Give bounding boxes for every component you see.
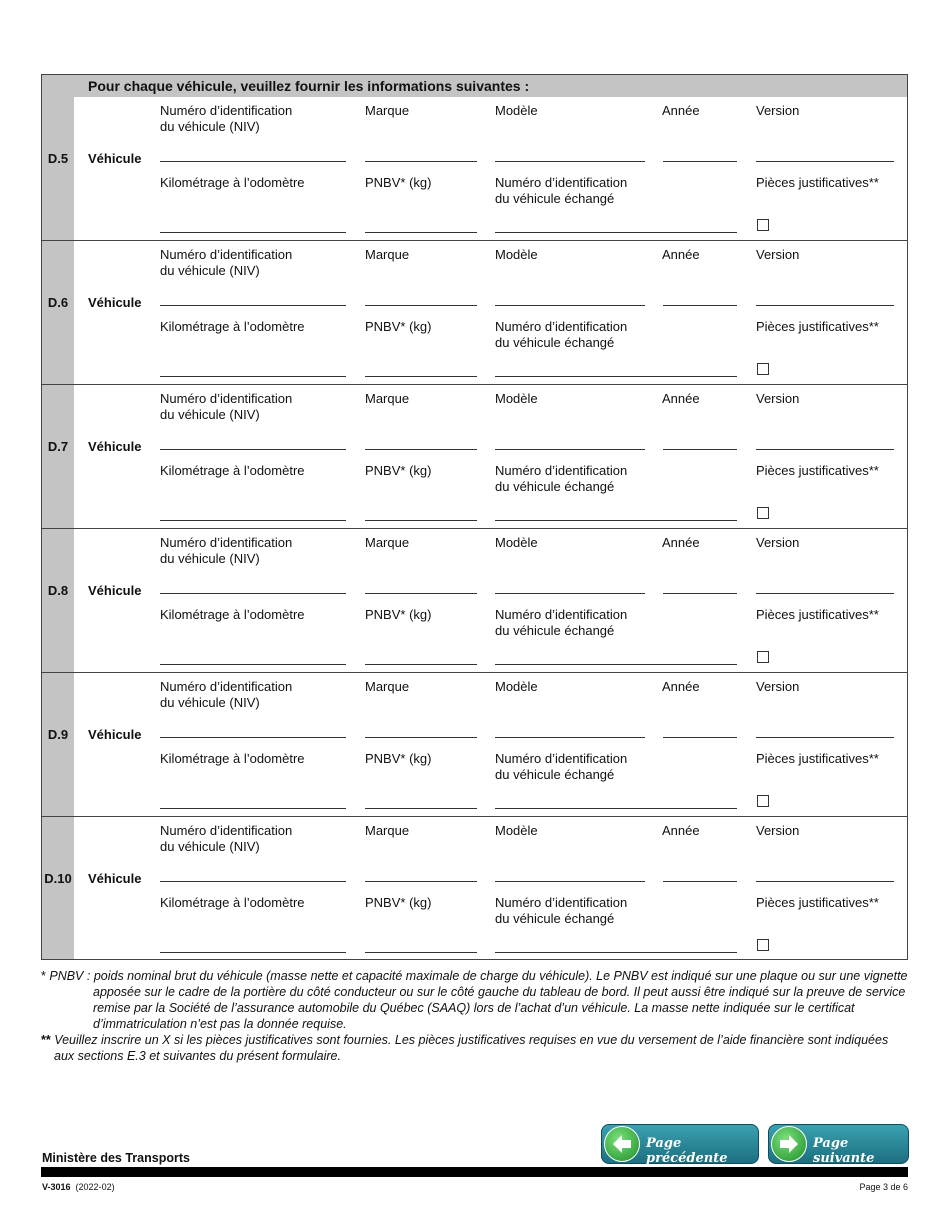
year-label: Année <box>662 103 700 118</box>
odometer-label: Kilométrage à l’odomètre <box>160 607 305 622</box>
supporting-docs-label: Pièces justificatives** <box>756 895 879 910</box>
model-label: Modèle <box>495 103 538 118</box>
vin-label: Numéro d’identification du véhicule (NIV) <box>160 247 293 278</box>
pnbv-input[interactable] <box>365 952 477 953</box>
ministry-name: Ministère des Transports <box>42 1151 190 1165</box>
exchanged-vin-input[interactable] <box>495 520 737 521</box>
model-input[interactable] <box>495 161 645 162</box>
footnote-pnbv <box>41 968 911 1032</box>
vehicle-row <box>42 528 907 673</box>
vin-input[interactable] <box>160 161 346 162</box>
version-input[interactable] <box>756 881 894 882</box>
year-input[interactable] <box>663 161 737 162</box>
exchanged-vin-label: Numéro d’identification du véhicule échangé <box>495 463 628 494</box>
model-label: Modèle <box>495 247 538 262</box>
form-header-title: Pour chaque véhicule, veuillez fournir les informations suivantes : <box>88 78 530 94</box>
footer-bar <box>41 1167 908 1177</box>
pnbv-input[interactable] <box>365 232 477 233</box>
row-type: Véhicule <box>88 871 142 886</box>
brand-label: Marque <box>365 679 410 694</box>
pnbv-input[interactable] <box>365 520 477 521</box>
version-label: Version <box>756 247 800 262</box>
row-code: D.5 <box>47 151 69 166</box>
pnbv-label: PNBV* (kg) <box>365 319 432 334</box>
odometer-input[interactable] <box>160 232 346 233</box>
next-page-button[interactable] <box>768 1124 909 1164</box>
brand-input[interactable] <box>365 881 477 882</box>
brand-label: Marque <box>365 247 410 262</box>
odometer-label: Kilométrage à l’odomètre <box>160 175 305 190</box>
exchanged-vin-input[interactable] <box>495 232 737 233</box>
brand-label: Marque <box>365 391 410 406</box>
model-label: Modèle <box>495 679 538 694</box>
year-input[interactable] <box>663 881 737 882</box>
vin-label: Numéro d’identification du véhicule (NIV) <box>160 823 293 854</box>
supporting-docs-label: Pièces justificatives** <box>756 463 879 478</box>
row-type: Véhicule <box>88 727 142 742</box>
row-code: D.9 <box>47 727 69 742</box>
row-type: Véhicule <box>88 439 142 454</box>
form-number: V-3016 <box>42 1182 71 1192</box>
odometer-label: Kilométrage à l’odomètre <box>160 463 305 478</box>
exchanged-vin-label: Numéro d’identification du véhicule échangé <box>495 175 628 206</box>
odometer-label: Kilométrage à l’odomètre <box>160 751 305 766</box>
exchanged-vin-input[interactable] <box>495 808 737 809</box>
vin-input[interactable] <box>160 593 346 594</box>
year-label: Année <box>662 679 700 694</box>
version-label: Version <box>756 103 800 118</box>
model-input[interactable] <box>495 737 645 738</box>
vehicle-row <box>42 97 907 241</box>
version-input[interactable] <box>756 449 894 450</box>
odometer-input[interactable] <box>160 520 346 521</box>
row-code: D.6 <box>47 295 69 310</box>
model-label: Modèle <box>495 391 538 406</box>
model-label: Modèle <box>495 823 538 838</box>
odometer-label: Kilométrage à l’odomètre <box>160 895 305 910</box>
model-input[interactable] <box>495 593 645 594</box>
vehicle-row <box>42 384 907 529</box>
supporting-docs-checkbox[interactable] <box>757 939 769 951</box>
next-page-label: Page suivante <box>813 1136 875 1166</box>
vin-label: Numéro d’identification du véhicule (NIV) <box>160 679 293 710</box>
supporting-docs-checkbox[interactable] <box>757 363 769 375</box>
vin-input[interactable] <box>160 449 346 450</box>
supporting-docs-checkbox[interactable] <box>757 651 769 663</box>
odometer-input[interactable] <box>160 808 346 809</box>
supporting-docs-checkbox[interactable] <box>757 219 769 231</box>
footnote-text: Veuillez inscrire un X si les pièces justificatives sont fournies. Les pièces justificatives requises en vue du versement de l’aide financière sont indiquées aux sections E.3 et suivantes du présent formulaire. <box>54 1033 889 1063</box>
row-type: Véhicule <box>88 295 142 310</box>
previous-page-label: Page précédente <box>646 1136 728 1166</box>
page-number: Page 3 de 6 <box>859 1182 908 1192</box>
pnbv-label: PNBV* (kg) <box>365 175 432 190</box>
odometer-input[interactable] <box>160 376 346 377</box>
year-label: Année <box>662 247 700 262</box>
form-header <box>74 75 907 97</box>
pnbv-label: PNBV* (kg) <box>365 463 432 478</box>
model-label: Modèle <box>495 535 538 550</box>
footnote-docs <box>41 1032 911 1064</box>
vin-input[interactable] <box>160 737 346 738</box>
vin-input[interactable] <box>160 305 346 306</box>
brand-label: Marque <box>365 535 410 550</box>
vehicle-form <box>41 74 908 960</box>
odometer-input[interactable] <box>160 952 346 953</box>
footnotes <box>41 968 911 1064</box>
year-label: Année <box>662 391 700 406</box>
brand-input[interactable] <box>365 161 477 162</box>
pnbv-label: PNBV* (kg) <box>365 751 432 766</box>
row-code: D.8 <box>47 583 69 598</box>
pnbv-input[interactable] <box>365 808 477 809</box>
footnote-text: PNBV : poids nominal brut du véhicule (masse nette et capacité maximale de charge du véhicule). Le PNBV est indiqué sur une plaque ou sur une vignette apposée sur le cadre de la portière du côté conducteur ou sur le côté gauche du tableau de bord. Il peut aussi être indiqué sur la preuve de service remise par la Société de l’assurance automobile du Québec (SAAQ) lors de l’achat d’un véhicule. La masse nette indiquée sur le certificat d’immatriculation n’est pas la donnée requise. <box>49 969 908 1031</box>
exchanged-vin-input[interactable] <box>495 664 737 665</box>
exchanged-vin-label: Numéro d’identification du véhicule échangé <box>495 607 628 638</box>
year-label: Année <box>662 535 700 550</box>
pnbv-input[interactable] <box>365 664 477 665</box>
vin-input[interactable] <box>160 881 346 882</box>
supporting-docs-label: Pièces justificatives** <box>756 319 879 334</box>
version-input[interactable] <box>756 593 894 594</box>
supporting-docs-label: Pièces justificatives** <box>756 751 879 766</box>
version-label: Version <box>756 535 800 550</box>
version-input[interactable] <box>756 161 894 162</box>
row-code: D.10 <box>44 871 72 886</box>
exchanged-vin-input[interactable] <box>495 376 737 377</box>
row-type: Véhicule <box>88 151 142 166</box>
version-label: Version <box>756 679 800 694</box>
footnote-mark: * <box>41 969 46 983</box>
year-input[interactable] <box>663 305 737 306</box>
brand-label: Marque <box>365 823 410 838</box>
vin-label: Numéro d’identification du véhicule (NIV) <box>160 391 293 422</box>
vin-label: Numéro d’identification du véhicule (NIV) <box>160 535 293 566</box>
vehicle-row <box>42 672 907 817</box>
year-input[interactable] <box>663 737 737 738</box>
year-label: Année <box>662 823 700 838</box>
brand-input[interactable] <box>365 449 477 450</box>
brand-label: Marque <box>365 103 410 118</box>
brand-input[interactable] <box>365 305 477 306</box>
exchanged-vin-label: Numéro d’identification du véhicule échangé <box>495 895 628 926</box>
supporting-docs-checkbox[interactable] <box>757 795 769 807</box>
arrow-right-icon <box>771 1126 807 1162</box>
vin-label: Numéro d’identification du véhicule (NIV) <box>160 103 293 134</box>
brand-input[interactable] <box>365 593 477 594</box>
pnbv-label: PNBV* (kg) <box>365 895 432 910</box>
odometer-label: Kilométrage à l’odomètre <box>160 319 305 334</box>
year-input[interactable] <box>663 449 737 450</box>
exchanged-vin-label: Numéro d’identification du véhicule échangé <box>495 751 628 782</box>
supporting-docs-checkbox[interactable] <box>757 507 769 519</box>
exchanged-vin-label: Numéro d’identification du véhicule échangé <box>495 319 628 350</box>
vehicle-row <box>42 240 907 385</box>
version-label: Version <box>756 391 800 406</box>
odometer-input[interactable] <box>160 664 346 665</box>
version-input[interactable] <box>756 305 894 306</box>
row-type: Véhicule <box>88 583 142 598</box>
pnbv-label: PNBV* (kg) <box>365 607 432 622</box>
model-input[interactable] <box>495 449 645 450</box>
vehicle-row <box>42 816 907 961</box>
model-input[interactable] <box>495 881 645 882</box>
brand-input[interactable] <box>365 737 477 738</box>
pnbv-input[interactable] <box>365 376 477 377</box>
previous-page-button[interactable] <box>601 1124 759 1164</box>
footnote-mark: ** <box>41 1033 51 1047</box>
arrow-left-icon <box>604 1126 640 1162</box>
year-input[interactable] <box>663 593 737 594</box>
row-code: D.7 <box>47 439 69 454</box>
version-input[interactable] <box>756 737 894 738</box>
model-input[interactable] <box>495 305 645 306</box>
supporting-docs-label: Pièces justificatives** <box>756 175 879 190</box>
supporting-docs-label: Pièces justificatives** <box>756 607 879 622</box>
version-label: Version <box>756 823 800 838</box>
form-code <box>42 1182 115 1192</box>
form-date: (2022-02) <box>75 1182 115 1192</box>
exchanged-vin-input[interactable] <box>495 952 737 953</box>
